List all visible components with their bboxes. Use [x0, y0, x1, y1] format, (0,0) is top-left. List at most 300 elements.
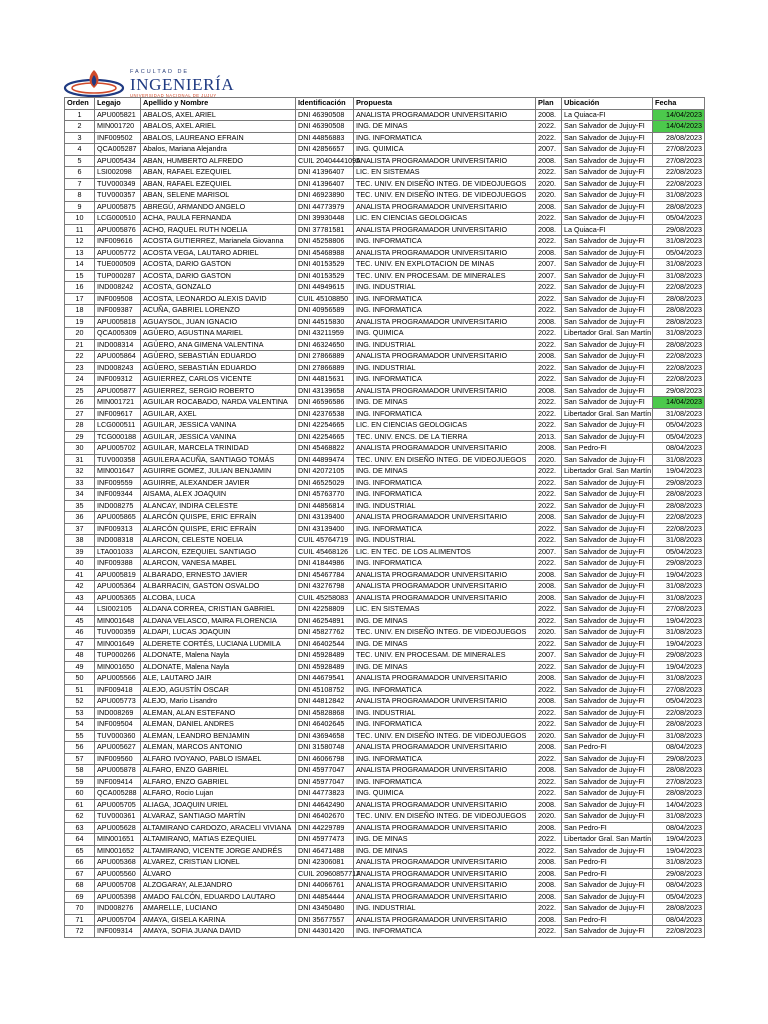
column-header-identificacion: Identificación: [296, 98, 354, 110]
cell-ubicacion: San Salvador de Jujuy-FI: [562, 167, 653, 179]
cell-fecha: 08/04/2023: [653, 742, 705, 754]
cell-apellido-y-nombre: ALEMAN, ALAN ESTEFANO: [141, 707, 296, 719]
table-row: [65, 500, 705, 512]
cell-plan: 2008.: [536, 822, 562, 834]
cell-legajo: QCA005287: [95, 144, 141, 156]
cell-identificacion: DNI 44515830: [296, 316, 354, 328]
cell-legajo: MIN001649: [95, 638, 141, 650]
cell-fecha: 28/08/2023: [653, 201, 705, 213]
table-row: [65, 201, 705, 213]
cell-plan: 2008.: [536, 857, 562, 869]
cell-apellido-y-nombre: AGUIERREZ, SERGIO ROBERTO: [141, 385, 296, 397]
cell-apellido-y-nombre: ACUÑA, GABRIEL LORENZO: [141, 305, 296, 317]
cell-identificacion: DNI 44066761: [296, 880, 354, 892]
cell-legajo: IND008275: [95, 500, 141, 512]
cell-plan: 2022.: [536, 719, 562, 731]
table-row: [65, 719, 705, 731]
cell-orden: 13: [65, 247, 95, 259]
cell-identificacion: CUIL 45468126: [296, 546, 354, 558]
cell-plan: 2022.: [536, 466, 562, 478]
cell-orden: 63: [65, 822, 95, 834]
cell-apellido-y-nombre: ALBARADO, ERNESTO JAVIER: [141, 569, 296, 581]
cell-legajo: APU005708: [95, 880, 141, 892]
cell-identificacion: DNI 45977473: [296, 834, 354, 846]
cell-ubicacion: San Salvador de Jujuy-FI: [562, 661, 653, 673]
cell-fecha: 22/08/2023: [653, 523, 705, 535]
cell-ubicacion: San Salvador de Jujuy-FI: [562, 454, 653, 466]
cell-plan: 2022.: [536, 397, 562, 409]
cell-identificacion: DNI 41844986: [296, 558, 354, 570]
cell-fecha: 28/08/2023: [653, 719, 705, 731]
cell-orden: 11: [65, 224, 95, 236]
cell-fecha: 19/04/2023: [653, 834, 705, 846]
table-row: [65, 121, 705, 133]
cell-propuesta: ING. INDUSTRIAL: [354, 339, 536, 351]
cell-identificacion: DNI 44815631: [296, 374, 354, 386]
cell-ubicacion: San Salvador de Jujuy-FI: [562, 627, 653, 639]
cell-plan: 2007.: [536, 144, 562, 156]
table-row: [65, 926, 705, 938]
cell-orden: 17: [65, 293, 95, 305]
table-row: [65, 535, 705, 547]
cell-plan: 2007.: [536, 270, 562, 282]
cell-legajo: APU005818: [95, 316, 141, 328]
cell-fecha: 05/04/2023: [653, 420, 705, 432]
cell-legajo: APU005628: [95, 822, 141, 834]
cell-propuesta: TEC. UNIV. EN DISEÑO INTEG. DE VIDEOJUEGOS: [354, 190, 536, 202]
table-row: [65, 374, 705, 386]
cell-legajo: INF009508: [95, 293, 141, 305]
cell-propuesta: LIC. EN SISTEMAS: [354, 604, 536, 616]
table-row: [65, 328, 705, 340]
cell-apellido-y-nombre: AISAMA, ALEX JOAQUIN: [141, 489, 296, 501]
cell-identificacion: DNI 42856657: [296, 144, 354, 156]
table-row: [65, 673, 705, 685]
cell-apellido-y-nombre: ALEMAN, MARCOS ANTONIO: [141, 742, 296, 754]
cell-ubicacion: San Salvador de Jujuy-FI: [562, 926, 653, 938]
cell-propuesta: ANALISTA PROGRAMADOR UNIVERSITARIO: [354, 822, 536, 834]
cell-orden: 18: [65, 305, 95, 317]
cell-apellido-y-nombre: ALFARO, Rocio Lujan: [141, 788, 296, 800]
cell-orden: 57: [65, 753, 95, 765]
cell-plan: 2022.: [536, 776, 562, 788]
cell-legajo: APU005434: [95, 155, 141, 167]
cell-orden: 72: [65, 926, 95, 938]
cell-plan: 2022.: [536, 615, 562, 627]
cell-ubicacion: San Salvador de Jujuy-FI: [562, 592, 653, 604]
cell-legajo: INF009387: [95, 305, 141, 317]
cell-propuesta: ANALISTA PROGRAMADOR UNIVERSITARIO: [354, 224, 536, 236]
cell-legajo: INF009617: [95, 408, 141, 420]
cell-fecha: 31/08/2023: [653, 592, 705, 604]
table-row: [65, 259, 705, 271]
cell-identificacion: DNI 44854444: [296, 891, 354, 903]
cell-propuesta: ANALISTA PROGRAMADOR UNIVERSITARIO: [354, 742, 536, 754]
cell-apellido-y-nombre: AGUILAR, MARCELA TRINIDAD: [141, 443, 296, 455]
cell-ubicacion: San Salvador de Jujuy-FI: [562, 500, 653, 512]
table-row: [65, 546, 705, 558]
cell-orden: 70: [65, 903, 95, 915]
cell-fecha: 22/08/2023: [653, 282, 705, 294]
cell-orden: 12: [65, 236, 95, 248]
table-row: [65, 167, 705, 179]
cell-identificacion: DNI 43694658: [296, 730, 354, 742]
cell-legajo: APU005865: [95, 512, 141, 524]
cell-apellido-y-nombre: Abalos, Mariana Alejandra: [141, 144, 296, 156]
cell-apellido-y-nombre: ALFARO IVOYANO, PABLO ISMAEL: [141, 753, 296, 765]
cell-identificacion: DNI 40153529: [296, 259, 354, 271]
cell-ubicacion: San Salvador de Jujuy-FI: [562, 753, 653, 765]
cell-apellido-y-nombre: ABAN, RAFAEL EZEQUIEL: [141, 167, 296, 179]
cell-fecha: 28/08/2023: [653, 293, 705, 305]
cell-plan: 2022.: [536, 845, 562, 857]
cell-identificacion: DNI 43139400: [296, 512, 354, 524]
cell-propuesta: ANALISTA PROGRAMADOR UNIVERSITARIO: [354, 868, 536, 880]
cell-legajo: INF009616: [95, 236, 141, 248]
cell-plan: 2008.: [536, 696, 562, 708]
cell-ubicacion: San Salvador de Jujuy-FI: [562, 558, 653, 570]
cell-orden: 33: [65, 477, 95, 489]
column-header-propuesta: Propuesta: [354, 98, 536, 110]
logo-line-2: INGENIERÍA: [130, 75, 235, 94]
cell-fecha: 29/08/2023: [653, 477, 705, 489]
cell-orden: 36: [65, 512, 95, 524]
cell-ubicacion: San Salvador de Jujuy-FI: [562, 891, 653, 903]
cell-ubicacion: San Salvador de Jujuy-FI: [562, 190, 653, 202]
cell-apellido-y-nombre: AGUIERREZ, CARLOS VICENTE: [141, 374, 296, 386]
cell-fecha: 27/08/2023: [653, 604, 705, 616]
cell-orden: 45: [65, 615, 95, 627]
cell-ubicacion: San Pedro-FI: [562, 742, 653, 754]
cell-legajo: MIN001652: [95, 845, 141, 857]
cell-orden: 22: [65, 351, 95, 363]
cell-identificacion: DNI 44773979: [296, 201, 354, 213]
cell-apellido-y-nombre: ALDANA VELASCO, MAIRA FLORENCIA: [141, 615, 296, 627]
cell-orden: 47: [65, 638, 95, 650]
cell-orden: 46: [65, 627, 95, 639]
cell-plan: 2020.: [536, 454, 562, 466]
cell-legajo: APU005773: [95, 696, 141, 708]
cell-identificacion: DNI 44642490: [296, 799, 354, 811]
cell-identificacion: DNI 42376538: [296, 408, 354, 420]
cell-propuesta: ANALISTA PROGRAMADOR UNIVERSITARIO: [354, 155, 536, 167]
cell-legajo: INF009312: [95, 374, 141, 386]
cell-apellido-y-nombre: ALTAMIRANO, MATIAS EZEQUIEL: [141, 834, 296, 846]
cell-legajo: INF009418: [95, 684, 141, 696]
cell-legajo: TUV000358: [95, 454, 141, 466]
cell-ubicacion: La Quiaca-FI: [562, 109, 653, 121]
cell-legajo: TUE000509: [95, 259, 141, 271]
cell-plan: 2022.: [536, 339, 562, 351]
cell-ubicacion: San Salvador de Jujuy-FI: [562, 799, 653, 811]
table-row: [65, 190, 705, 202]
cell-legajo: APU005821: [95, 109, 141, 121]
table-row: [65, 351, 705, 363]
cell-apellido-y-nombre: ALCOBA, LUCA: [141, 592, 296, 604]
cell-legajo: APU005876: [95, 224, 141, 236]
cell-identificacion: DNI 46525029: [296, 477, 354, 489]
table-row: [65, 569, 705, 581]
table-row: [65, 880, 705, 892]
table-body: [65, 109, 705, 937]
cell-orden: 24: [65, 374, 95, 386]
cell-identificacion: DNI 46402670: [296, 811, 354, 823]
cell-legajo: IND008276: [95, 903, 141, 915]
cell-identificacion: DNI 45468988: [296, 247, 354, 259]
cell-orden: 9: [65, 201, 95, 213]
table-row: [65, 696, 705, 708]
cell-identificacion: DNI 44856883: [296, 132, 354, 144]
cell-apellido-y-nombre: ALFARO, ENZO GABRIEL: [141, 776, 296, 788]
cell-ubicacion: San Salvador de Jujuy-FI: [562, 638, 653, 650]
cell-identificacion: DNI 46471488: [296, 845, 354, 857]
cell-propuesta: ING. QUIMICA: [354, 788, 536, 800]
cell-ubicacion: San Pedro-FI: [562, 857, 653, 869]
cell-propuesta: ANALISTA PROGRAMADOR UNIVERSITARIO: [354, 351, 536, 363]
cell-propuesta: ANALISTA PROGRAMADOR UNIVERSITARIO: [354, 316, 536, 328]
table-row: [65, 316, 705, 328]
cell-fecha: 28/08/2023: [653, 500, 705, 512]
cell-plan: 2007.: [536, 650, 562, 662]
cell-fecha: 28/08/2023: [653, 489, 705, 501]
cell-apellido-y-nombre: AMARELLE, LUCIANO: [141, 903, 296, 915]
cell-ubicacion: San Salvador de Jujuy-FI: [562, 569, 653, 581]
cell-orden: 38: [65, 535, 95, 547]
table-row: [65, 776, 705, 788]
cell-propuesta: TEC. UNIV. EN DISEÑO INTEG. DE VIDEOJUEGOS: [354, 811, 536, 823]
cell-identificacion: DNI 46390508: [296, 109, 354, 121]
table-row: [65, 834, 705, 846]
cell-propuesta: TEC. UNIV. EN DISEÑO INTEG. DE VIDEOJUEGOS: [354, 627, 536, 639]
table-row: [65, 592, 705, 604]
cell-orden: 6: [65, 167, 95, 179]
cell-propuesta: ING. INFORMATICA: [354, 558, 536, 570]
cell-ubicacion: San Salvador de Jujuy-FI: [562, 374, 653, 386]
cell-ubicacion: San Salvador de Jujuy-FI: [562, 431, 653, 443]
faculty-emblem-icon: [64, 66, 128, 98]
table-row: [65, 650, 705, 662]
cell-ubicacion: San Salvador de Jujuy-FI: [562, 293, 653, 305]
cell-orden: 62: [65, 811, 95, 823]
cell-plan: 2022.: [536, 477, 562, 489]
cell-apellido-y-nombre: ÁLVARO: [141, 868, 296, 880]
cell-orden: 4: [65, 144, 95, 156]
cell-identificacion: DNI 44773823: [296, 788, 354, 800]
cell-legajo: LCG000510: [95, 213, 141, 225]
cell-plan: 2022.: [536, 558, 562, 570]
table-row: [65, 466, 705, 478]
column-header-ubicacion: Ubicación: [562, 98, 653, 110]
table-row: [65, 742, 705, 754]
cell-fecha: 31/08/2023: [653, 811, 705, 823]
cell-apellido-y-nombre: ACOSTA, GONZALO: [141, 282, 296, 294]
cell-ubicacion: San Salvador de Jujuy-FI: [562, 316, 653, 328]
cell-legajo: IND008242: [95, 282, 141, 294]
cell-plan: 2022.: [536, 489, 562, 501]
cell-legajo: APU005627: [95, 742, 141, 754]
cell-propuesta: ANALISTA PROGRAMADOR UNIVERSITARIO: [354, 581, 536, 593]
cell-legajo: TUV000361: [95, 811, 141, 823]
column-header-legajo: Legajo: [95, 98, 141, 110]
cell-plan: 2022.: [536, 535, 562, 547]
cell-legajo: APU005704: [95, 914, 141, 926]
cell-identificacion: DNI 45827762: [296, 627, 354, 639]
cell-fecha: 31/08/2023: [653, 236, 705, 248]
cell-identificacion: DNI 46596586: [296, 397, 354, 409]
cell-plan: 2022.: [536, 707, 562, 719]
cell-orden: 43: [65, 592, 95, 604]
cell-propuesta: ANALISTA PROGRAMADOR UNIVERSITARIO: [354, 914, 536, 926]
cell-fecha: 28/08/2023: [653, 339, 705, 351]
cell-orden: 25: [65, 385, 95, 397]
cell-plan: 2022.: [536, 408, 562, 420]
cell-fecha: 19/04/2023: [653, 615, 705, 627]
cell-fecha: 27/08/2023: [653, 155, 705, 167]
cell-ubicacion: San Salvador de Jujuy-FI: [562, 178, 653, 190]
cell-ubicacion: San Pedro-FI: [562, 914, 653, 926]
cell-orden: 27: [65, 408, 95, 420]
table-row: [65, 604, 705, 616]
cell-ubicacion: San Salvador de Jujuy-FI: [562, 247, 653, 259]
cell-ubicacion: Libertador Gral. San Martín: [562, 408, 653, 420]
cell-apellido-y-nombre: ABREGÚ, ARMANDO ANGELO: [141, 201, 296, 213]
logo-line-3: UNIVERSIDAD NACIONAL DE JUJUY: [130, 93, 217, 98]
cell-identificacion: DNI 45928489: [296, 661, 354, 673]
cell-orden: 59: [65, 776, 95, 788]
cell-ubicacion: San Salvador de Jujuy-FI: [562, 213, 653, 225]
table-row: [65, 132, 705, 144]
cell-plan: 2022.: [536, 293, 562, 305]
cell-ubicacion: San Salvador de Jujuy-FI: [562, 776, 653, 788]
cell-legajo: TUP000266: [95, 650, 141, 662]
cell-legajo: QCA005309: [95, 328, 141, 340]
table-row: [65, 362, 705, 374]
cell-legajo: IND008243: [95, 362, 141, 374]
cell-fecha: 31/08/2023: [653, 259, 705, 271]
table-row: [65, 558, 705, 570]
cell-apellido-y-nombre: ACHA, PAULA FERNANDA: [141, 213, 296, 225]
cell-plan: 2020.: [536, 178, 562, 190]
table-row: [65, 799, 705, 811]
cell-apellido-y-nombre: ALEJO, Mario Lisandro: [141, 696, 296, 708]
cell-orden: 1: [65, 109, 95, 121]
cell-plan: 2008.: [536, 443, 562, 455]
cell-legajo: APU005566: [95, 673, 141, 685]
cell-plan: 2022.: [536, 926, 562, 938]
column-header-apellido-y-nombre: Apellido y Nombre: [141, 98, 296, 110]
table-row: [65, 489, 705, 501]
cell-fecha: 28/08/2023: [653, 305, 705, 317]
table-row: [65, 903, 705, 915]
cell-orden: 48: [65, 650, 95, 662]
cell-apellido-y-nombre: ABALOS, AXEL ARIEL: [141, 121, 296, 133]
cell-plan: 2008.: [536, 799, 562, 811]
cell-fecha: 08/04/2023: [653, 914, 705, 926]
cell-propuesta: ANALISTA PROGRAMADOR UNIVERSITARIO: [354, 443, 536, 455]
cell-plan: 2022.: [536, 903, 562, 915]
cell-orden: 51: [65, 684, 95, 696]
cell-propuesta: ING. INDUSTRIAL: [354, 362, 536, 374]
cell-legajo: INF009313: [95, 523, 141, 535]
cell-fecha: 28/08/2023: [653, 765, 705, 777]
cell-orden: 35: [65, 500, 95, 512]
cell-identificacion: CUIL 45258083: [296, 592, 354, 604]
cell-apellido-y-nombre: AGUIRRE, ALEXANDER JAVIER: [141, 477, 296, 489]
cell-apellido-y-nombre: ALVAREZ, CRISTIAN LIONEL: [141, 857, 296, 869]
cell-ubicacion: San Salvador de Jujuy-FI: [562, 339, 653, 351]
cell-orden: 5: [65, 155, 95, 167]
cell-fecha: 22/08/2023: [653, 374, 705, 386]
cell-propuesta: ANALISTA PROGRAMADOR UNIVERSITARIO: [354, 512, 536, 524]
cell-propuesta: ING. DE MINAS: [354, 121, 536, 133]
cell-identificacion: DNI 41396407: [296, 167, 354, 179]
cell-fecha: 05/04/2023: [653, 431, 705, 443]
table-row: [65, 385, 705, 397]
cell-orden: 19: [65, 316, 95, 328]
cell-apellido-y-nombre: ALBARRACIN, GASTON OSVALDO: [141, 581, 296, 593]
cell-orden: 26: [65, 397, 95, 409]
cell-identificacion: DNI 44856814: [296, 500, 354, 512]
cell-apellido-y-nombre: ACOSTA, DARIO GASTON: [141, 270, 296, 282]
cell-propuesta: ING. INDUSTRIAL: [354, 500, 536, 512]
cell-orden: 7: [65, 178, 95, 190]
cell-orden: 16: [65, 282, 95, 294]
cell-identificacion: DNI 44229789: [296, 822, 354, 834]
cell-legajo: APU005819: [95, 569, 141, 581]
table-row: [65, 443, 705, 455]
cell-propuesta: ING. INDUSTRIAL: [354, 282, 536, 294]
cell-ubicacion: San Salvador de Jujuy-FI: [562, 385, 653, 397]
cell-apellido-y-nombre: ALEMAN, DANIEL ANDRES: [141, 719, 296, 731]
cell-identificacion: DNI 42258809: [296, 604, 354, 616]
cell-fecha: 31/08/2023: [653, 328, 705, 340]
cell-legajo: INF009560: [95, 753, 141, 765]
cell-apellido-y-nombre: ALARCON, EZEQUIEL SANTIAGO: [141, 546, 296, 558]
cell-fecha: 27/08/2023: [653, 776, 705, 788]
cell-apellido-y-nombre: AGÜERO, SEBASTIÁN EDUARDO: [141, 362, 296, 374]
cell-ubicacion: San Salvador de Jujuy-FI: [562, 305, 653, 317]
cell-orden: 40: [65, 558, 95, 570]
cell-propuesta: ING. INFORMATICA: [354, 523, 536, 535]
cell-propuesta: ING. INDUSTRIAL: [354, 903, 536, 915]
cell-ubicacion: San Salvador de Jujuy-FI: [562, 420, 653, 432]
cell-orden: 60: [65, 788, 95, 800]
cell-identificacion: DNI 27866889: [296, 362, 354, 374]
cell-orden: 71: [65, 914, 95, 926]
cell-apellido-y-nombre: ALEMAN, LEANDRO BENJAMIN: [141, 730, 296, 742]
table-row: [65, 615, 705, 627]
cell-orden: 55: [65, 730, 95, 742]
cell-legajo: TUV000349: [95, 178, 141, 190]
table-row: [65, 914, 705, 926]
cell-identificacion: DNI 40956589: [296, 305, 354, 317]
cell-orden: 15: [65, 270, 95, 282]
cell-propuesta: ING. INDUSTRIAL: [354, 535, 536, 547]
cell-ubicacion: San Salvador de Jujuy-FI: [562, 270, 653, 282]
cell-plan: 2022.: [536, 328, 562, 340]
cell-identificacion: DNI 27866889: [296, 351, 354, 363]
cell-apellido-y-nombre: ALFARO, ENZO GABRIEL: [141, 765, 296, 777]
cell-plan: 2008.: [536, 155, 562, 167]
cell-apellido-y-nombre: ALDAPI, LUCAS JOAQUIN: [141, 627, 296, 639]
cell-orden: 69: [65, 891, 95, 903]
cell-orden: 44: [65, 604, 95, 616]
cell-ubicacion: Libertador Gral. San Martín: [562, 466, 653, 478]
cell-legajo: IND008269: [95, 707, 141, 719]
cell-plan: 2008.: [536, 673, 562, 685]
cell-orden: 54: [65, 719, 95, 731]
cell-propuesta: ING. INFORMATICA: [354, 374, 536, 386]
